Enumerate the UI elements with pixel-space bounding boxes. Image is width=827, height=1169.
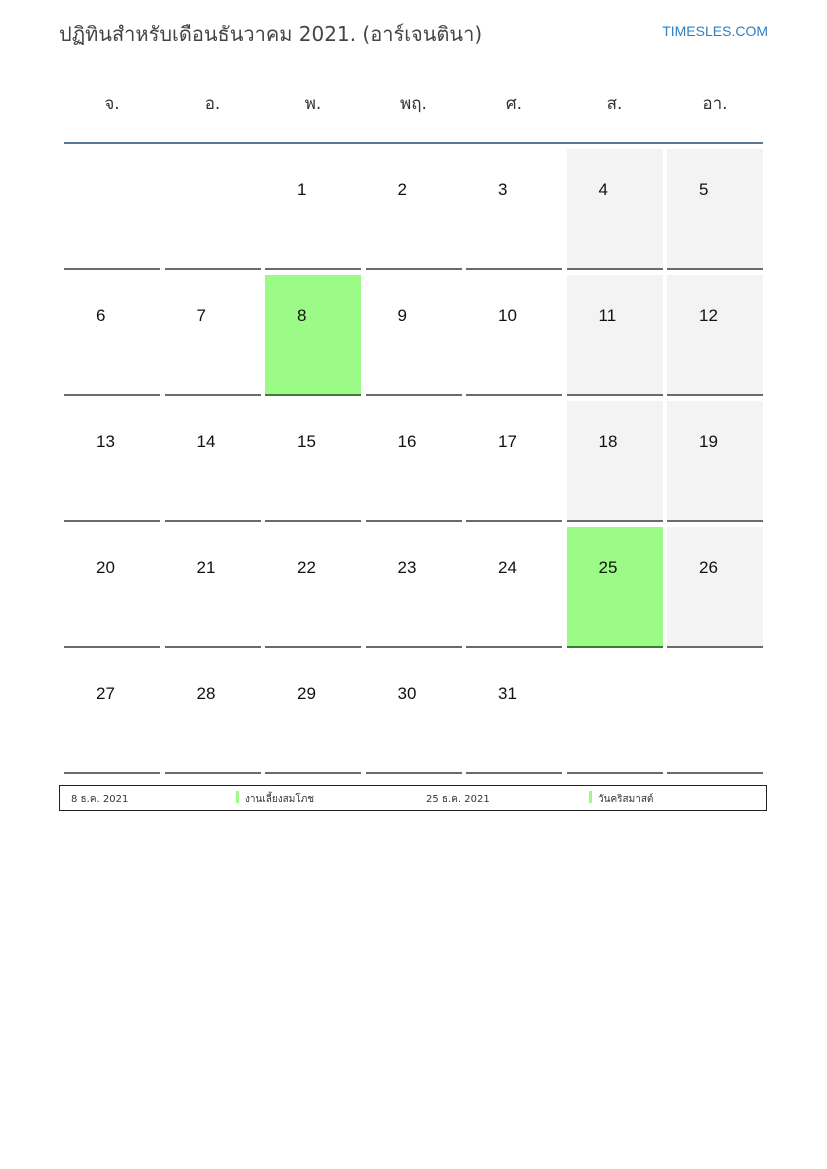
day-cell-weekend[interactable] bbox=[667, 275, 763, 396]
day-cell[interactable] bbox=[64, 149, 160, 270]
week-row bbox=[64, 275, 763, 396]
weeks-container bbox=[64, 149, 763, 774]
day-cell[interactable] bbox=[64, 527, 160, 648]
day-cell-weekend[interactable] bbox=[667, 527, 763, 648]
day-number: 17 bbox=[498, 432, 517, 451]
day-cell-holiday[interactable] bbox=[567, 527, 663, 648]
calendar-grid bbox=[64, 80, 763, 779]
weekday-mon: จ. bbox=[104, 94, 120, 114]
day-number: 27 bbox=[96, 684, 115, 703]
day-cell[interactable] bbox=[265, 653, 361, 774]
page-title: ปฏิทินสำหรับเดือนธันวาคม 2021. (อาร์เจนตินา) bbox=[59, 22, 483, 46]
day-cell-empty bbox=[567, 653, 663, 774]
day-cell-weekend[interactable] bbox=[567, 275, 663, 396]
week-row bbox=[64, 149, 763, 270]
weekday-header-row bbox=[64, 80, 763, 144]
weekday-wed: พ. bbox=[304, 94, 322, 114]
day-number: 29 bbox=[297, 684, 316, 703]
day-number: 7 bbox=[196, 306, 206, 325]
day-number: 25 bbox=[598, 558, 618, 577]
day-cell[interactable] bbox=[165, 527, 261, 648]
day-cell[interactable] bbox=[64, 275, 160, 396]
day-number: 8 bbox=[297, 306, 307, 325]
day-cell[interactable] bbox=[466, 653, 562, 774]
day-cell-weekend[interactable] bbox=[567, 149, 663, 270]
legend-color-marker bbox=[236, 791, 239, 803]
day-number: 10 bbox=[498, 306, 517, 325]
day-cell[interactable] bbox=[64, 653, 160, 774]
weekday-sat: ส. bbox=[606, 94, 623, 114]
day-number: 18 bbox=[598, 432, 618, 451]
day-cell[interactable] bbox=[366, 653, 462, 774]
day-cell[interactable] bbox=[165, 149, 261, 270]
day-number: 9 bbox=[397, 306, 407, 325]
week-row bbox=[64, 527, 763, 648]
day-cell[interactable] bbox=[265, 527, 361, 648]
day-number: 11 bbox=[598, 306, 617, 325]
legend-holiday-name: วันคริสมาสต์ bbox=[598, 794, 654, 805]
day-cell[interactable] bbox=[466, 275, 562, 396]
day-number: 31 bbox=[498, 684, 517, 703]
day-cell[interactable] bbox=[466, 149, 562, 270]
day-cell[interactable] bbox=[165, 275, 261, 396]
day-cell[interactable] bbox=[466, 401, 562, 522]
day-number: 23 bbox=[397, 558, 417, 577]
day-number: 16 bbox=[397, 432, 417, 451]
week-row bbox=[64, 401, 763, 522]
day-number: 14 bbox=[196, 432, 216, 451]
day-cell[interactable] bbox=[366, 527, 462, 648]
weekday-thu: พฤ. bbox=[400, 94, 427, 114]
legend-date: 25 ธ.ค. 2021 bbox=[426, 794, 490, 805]
day-number: 6 bbox=[96, 306, 106, 325]
day-cell[interactable] bbox=[366, 149, 462, 270]
legend-date: 8 ธ.ค. 2021 bbox=[71, 794, 129, 805]
brand-link[interactable]: TIMESLES.COM bbox=[662, 23, 768, 39]
day-cell[interactable] bbox=[366, 275, 462, 396]
week-row bbox=[64, 653, 763, 774]
day-cell-weekend[interactable] bbox=[567, 401, 663, 522]
weekday-sun: อา. bbox=[702, 94, 728, 114]
day-cell[interactable] bbox=[64, 401, 160, 522]
weekday-tue: อ. bbox=[204, 94, 221, 114]
day-number: 5 bbox=[699, 180, 709, 199]
day-cell[interactable] bbox=[265, 149, 361, 270]
day-cell[interactable] bbox=[265, 401, 361, 522]
day-cell-empty bbox=[667, 653, 763, 774]
day-number: 1 bbox=[297, 180, 307, 199]
day-cell[interactable] bbox=[466, 527, 562, 648]
day-number: 24 bbox=[498, 558, 517, 577]
weekday-fri: ศ. bbox=[505, 94, 523, 114]
day-cell-weekend[interactable] bbox=[667, 401, 763, 522]
day-cell[interactable] bbox=[165, 401, 261, 522]
day-number: 3 bbox=[498, 180, 508, 199]
legend-color-marker bbox=[589, 791, 592, 803]
day-number: 20 bbox=[96, 558, 115, 577]
day-number: 12 bbox=[699, 306, 718, 325]
day-cell[interactable] bbox=[165, 653, 261, 774]
legend-holiday-name: งานเลี้ยงสมโภช bbox=[245, 794, 315, 805]
day-number: 15 bbox=[297, 432, 316, 451]
day-number: 2 bbox=[397, 180, 407, 199]
day-cell-weekend[interactable] bbox=[667, 149, 763, 270]
day-cell-holiday[interactable] bbox=[265, 275, 361, 396]
day-number: 30 bbox=[397, 684, 417, 703]
day-number: 21 bbox=[196, 558, 216, 577]
day-number: 13 bbox=[96, 432, 115, 451]
day-number: 4 bbox=[598, 180, 608, 199]
holiday-legend bbox=[59, 785, 767, 811]
day-number: 19 bbox=[699, 432, 718, 451]
day-number: 26 bbox=[699, 558, 718, 577]
day-number: 22 bbox=[297, 558, 316, 577]
day-number: 28 bbox=[196, 684, 216, 703]
day-cell[interactable] bbox=[366, 401, 462, 522]
